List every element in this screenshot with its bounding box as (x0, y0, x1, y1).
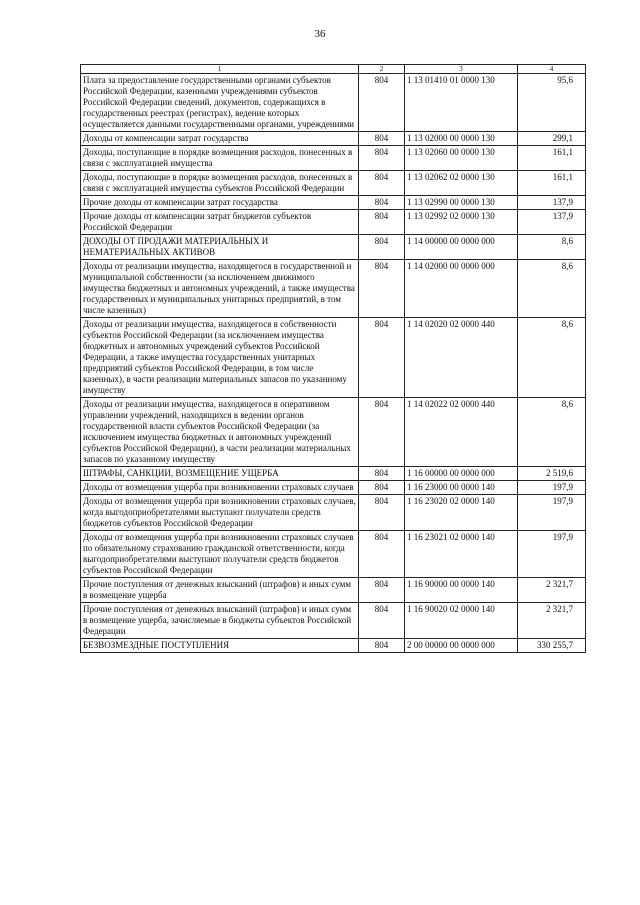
row-name: Прочие доходы от компенсации затрат государства (81, 196, 359, 210)
row-admin: 804 (359, 495, 405, 531)
table-row (81, 171, 586, 196)
row-code: 1 13 02060 00 0000 130 (405, 146, 518, 171)
row-name: Доходы от реализации имущества, находящегося в собственности субъектов Российской Федерации (за исключением имущества бюджетных и автономных учреждений субъектов Российской Федерации, а также имущества государственных унитарных предприятий субъектов Российской Федерации, в том числе казенных), в части реализации материальных запасов по указанному имуществу (81, 318, 359, 398)
row-code: 1 13 01410 01 0000 130 (405, 74, 518, 132)
table-row (81, 578, 586, 603)
row-name: БЕЗВОЗМЕЗДНЫЕ ПОСТУПЛЕНИЯ (81, 639, 359, 653)
row-admin: 804 (359, 318, 405, 398)
table-row (81, 196, 586, 210)
header-col-3: 3 (405, 65, 518, 74)
row-name: Доходы от компенсации затрат государства (81, 132, 359, 146)
row-amount: 137,9 (518, 210, 586, 235)
row-name: ДОХОДЫ ОТ ПРОДАЖИ МАТЕРИАЛЬНЫХ И НЕМАТЕРИАЛЬНЫХ АКТИВОВ (81, 235, 359, 260)
row-admin: 804 (359, 210, 405, 235)
row-amount: 2 321,7 (518, 578, 586, 603)
table-row (81, 210, 586, 235)
row-admin: 804 (359, 467, 405, 481)
row-amount: 8,6 (518, 260, 586, 318)
table-row (81, 495, 586, 531)
row-amount: 95,6 (518, 74, 586, 132)
row-code: 1 14 02000 00 0000 000 (405, 260, 518, 318)
header-col-4: 4 (518, 65, 586, 74)
row-admin: 804 (359, 171, 405, 196)
row-code: 1 13 02990 00 0000 130 (405, 196, 518, 210)
row-name: ШТРАФЫ, САНКЦИИ, ВОЗМЕЩЕНИЕ УЩЕРБА (81, 467, 359, 481)
row-amount: 137,9 (518, 196, 586, 210)
row-code: 1 14 02022 02 0000 440 (405, 398, 518, 467)
table-row (81, 398, 586, 467)
table-row (81, 603, 586, 639)
row-name: Доходы от реализации имущества, находящегося в оперативном управлении учреждений, находящихся в ведении органов государственной власти субъектов Российской Федерации (за исключением имущества бюджетных и автономных учреждений субъектов Российской Федерации), в части реализации материальных запасов по указанному имуществу (81, 398, 359, 467)
row-admin: 804 (359, 196, 405, 210)
row-name: Прочие доходы от компенсации затрат бюджетов субъектов Российской Федерации (81, 210, 359, 235)
row-amount: 330 255,7 (518, 639, 586, 653)
row-code: 1 16 00000 00 0000 000 (405, 467, 518, 481)
row-amount: 8,6 (518, 398, 586, 467)
row-code: 1 16 90020 02 0000 140 (405, 603, 518, 639)
row-admin: 804 (359, 603, 405, 639)
table-row (81, 639, 586, 653)
row-admin: 804 (359, 235, 405, 260)
row-code: 1 14 02020 02 0000 440 (405, 318, 518, 398)
row-code: 1 14 00000 00 0000 000 (405, 235, 518, 260)
row-name: Доходы, поступающие в порядке возмещения расходов, понесенных в связи с эксплуатацией имущества субъектов Российской Федерации (81, 171, 359, 196)
header-col-2: 2 (359, 65, 405, 74)
table-row (81, 235, 586, 260)
row-amount: 161,1 (518, 171, 586, 196)
row-name: Плата за предоставление государственными органами субъектов Российской Федерации, казенными учреждениями субъектов Российской Федерации сведений, документов, содержащихся в государственных реестрах (регистрах), ведение которых осуществляется данными государственными органами, учреждениями (81, 74, 359, 132)
row-name: Доходы от реализации имущества, находящегося в государственной и муниципальной собственности (за исключением движимого имущества бюджетных и автономных учреждений, а также имущества государственных и муниципальных унитарных предприятий, в том числе казенных) (81, 260, 359, 318)
row-amount: 197,9 (518, 495, 586, 531)
table-row (81, 481, 586, 495)
row-amount: 197,9 (518, 531, 586, 578)
row-name: Прочие поступления от денежных взысканий (штрафов) и иных сумм в возмещение ущерба (81, 578, 359, 603)
header-col-1: 1 (81, 65, 359, 74)
row-amount: 161,1 (518, 146, 586, 171)
row-admin: 804 (359, 146, 405, 171)
row-amount: 8,6 (518, 318, 586, 398)
row-amount: 2 519,6 (518, 467, 586, 481)
row-amount: 2 321,7 (518, 603, 586, 639)
row-admin: 804 (359, 398, 405, 467)
row-amount: 197,9 (518, 481, 586, 495)
row-amount: 8,6 (518, 235, 586, 260)
row-name: Прочие поступления от денежных взысканий (штрафов) и иных сумм в возмещение ущерба, зачисляемые в бюджеты субъектов Российской Федерации (81, 603, 359, 639)
row-code: 1 16 90000 00 0000 140 (405, 578, 518, 603)
table-row (81, 146, 586, 171)
row-admin: 804 (359, 481, 405, 495)
row-amount: 299,1 (518, 132, 586, 146)
row-name: Доходы от возмещения ущерба при возникновении страховых случаев (81, 481, 359, 495)
row-admin: 804 (359, 260, 405, 318)
table-row (81, 132, 586, 146)
row-code: 1 13 02992 02 0000 130 (405, 210, 518, 235)
revenue-table (80, 64, 586, 653)
row-name: Доходы от возмещения ущерба при возникновении страховых случаев по обязательному страхованию гражданской ответственности, когда выгодоприобретателями выступают получатели средств бюджетов субъектов Российской Федерации (81, 531, 359, 578)
row-code: 1 13 02062 02 0000 130 (405, 171, 518, 196)
table-row (81, 74, 586, 132)
row-code: 1 16 23021 02 0000 140 (405, 531, 518, 578)
row-code: 1 16 23020 02 0000 140 (405, 495, 518, 531)
row-admin: 804 (359, 132, 405, 146)
row-name: Доходы, поступающие в порядке возмещения расходов, понесенных в связи с эксплуатацией имущества (81, 146, 359, 171)
row-admin: 804 (359, 639, 405, 653)
row-code: 1 13 02000 00 0000 130 (405, 132, 518, 146)
table-row (81, 531, 586, 578)
row-admin: 804 (359, 74, 405, 132)
table-row (81, 467, 586, 481)
row-code: 2 00 00000 00 0000 000 (405, 639, 518, 653)
table-row (81, 260, 586, 318)
row-admin: 804 (359, 578, 405, 603)
row-name: Доходы от возмещения ущерба при возникновении страховых случаев, когда выгодоприобретателями выступают получатели средств бюджетов субъектов Российской Федерации (81, 495, 359, 531)
table-header-row (81, 65, 586, 74)
row-admin: 804 (359, 531, 405, 578)
table-row (81, 318, 586, 398)
row-code: 1 16 23000 00 0000 140 (405, 481, 518, 495)
page-number: 36 (314, 28, 326, 40)
